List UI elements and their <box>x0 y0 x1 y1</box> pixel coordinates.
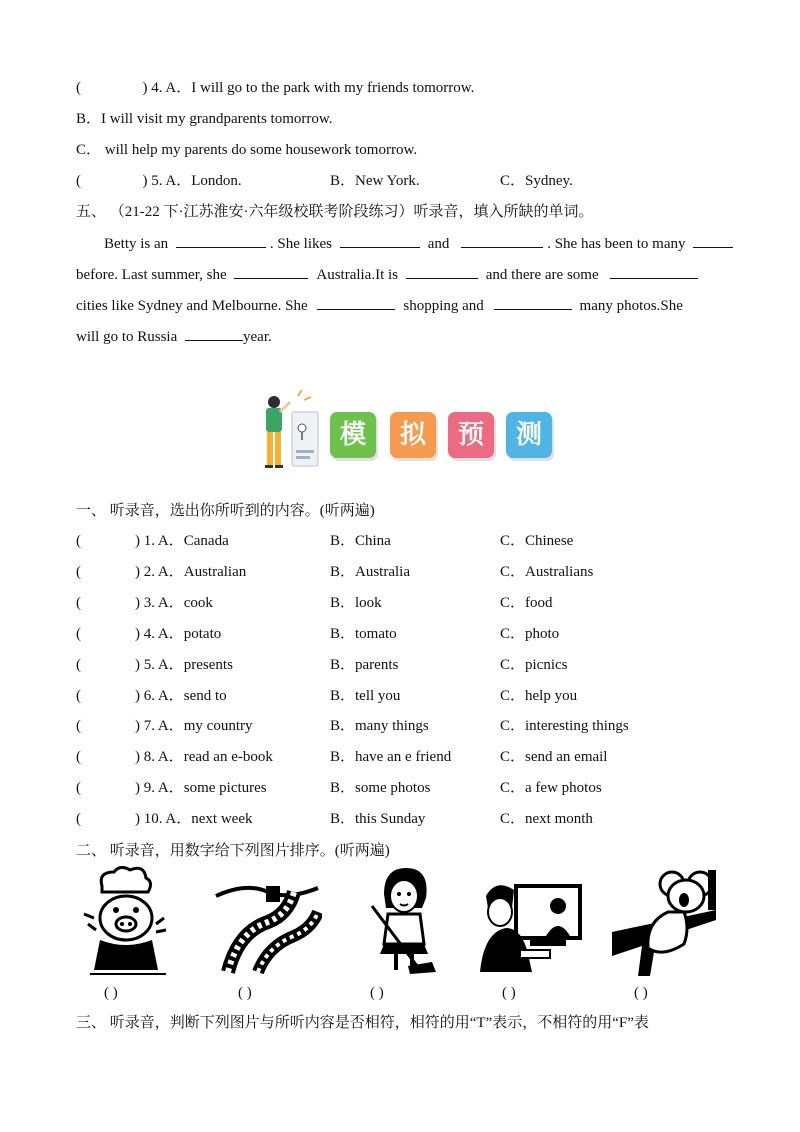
option-b: B．this Sunday <box>330 811 426 827</box>
section-heading: 三、 听录音，判断下列图片与所听内容是否相符，相符的用“T”表示，不相符的用“F”表 <box>76 1015 649 1031</box>
option-c: C．help you <box>500 688 578 704</box>
question-stem <box>76 624 221 644</box>
answer-paren: ( <box>76 657 81 673</box>
option-a: ) 5. A．presents <box>135 657 233 673</box>
option-a: ) 8. A．read an e-book <box>135 749 273 765</box>
option-a: ) 4. A．potato <box>135 626 222 642</box>
answer-blank[interactable] <box>693 233 733 248</box>
answer-blank[interactable] <box>461 233 543 248</box>
fill-paragraph-line-1: Betty is an . She likes and . She has been to many <box>104 233 733 254</box>
great-wall-picture <box>214 866 322 976</box>
answer-paren: ( <box>76 626 81 642</box>
girl-sweeping-picture <box>358 866 448 976</box>
answer-paren: ( <box>76 173 81 189</box>
section-heading: 五、 （21-22 下·江苏淮安·六年级校联考阶段练习）听录音，填入所缺的单词。 <box>76 204 594 220</box>
answer-paren: ( <box>76 533 81 549</box>
option-b: B．Australia <box>330 564 410 580</box>
video-call-picture <box>480 866 584 976</box>
option-b: B．parents <box>330 657 399 673</box>
question-text: ) 5. A．London. <box>142 173 242 189</box>
question-stem <box>76 778 267 798</box>
option-b: B．I will visit my grandparents tomorrow. <box>76 111 333 127</box>
answer-paren[interactable]: ( ) <box>370 985 384 1001</box>
banner-tile: 预 <box>448 412 494 458</box>
koala-picture <box>612 866 718 976</box>
answer-paren: ( <box>76 749 81 765</box>
option-a: ) 2. A．Australian <box>135 564 247 580</box>
answer-paren[interactable]: ( ) <box>502 985 516 1001</box>
answer-paren[interactable]: ( ) <box>104 985 118 1001</box>
answer-paren[interactable]: ( ) <box>238 985 252 1001</box>
option-b: B．China <box>330 533 391 549</box>
question-text: ) 4. A．I will go to the park with my friends tomorrow. <box>142 80 475 96</box>
option-c: C．a few photos <box>500 780 602 796</box>
option-a: ) 1. A．Canada <box>135 533 229 549</box>
option-c: C．picnics <box>500 657 568 673</box>
banner-tile: 拟 <box>390 412 436 458</box>
option-b: B．tell you <box>330 688 401 704</box>
answer-blank[interactable] <box>610 264 698 279</box>
answer-paren: ( <box>76 811 81 827</box>
option-c: C．photo <box>500 626 560 642</box>
question-stem <box>76 562 246 582</box>
option-c: C．interesting things <box>500 718 629 734</box>
option-b: B．many things <box>330 718 429 734</box>
practice-test-banner <box>256 388 556 473</box>
option-c: C． will help my parents do some housework tomorrow. <box>76 142 418 158</box>
option-b: B．look <box>330 595 382 611</box>
question-stem <box>76 747 273 767</box>
question-stem <box>76 686 227 706</box>
option-a: ) 3. A．cook <box>135 595 213 611</box>
answer-blank[interactable] <box>176 233 266 248</box>
answer-blank[interactable] <box>340 233 420 248</box>
option-c: C．Australians <box>500 564 594 580</box>
option-a: ) 10. A．next week <box>135 811 253 827</box>
answer-blank[interactable] <box>317 295 395 310</box>
answer-paren: ( <box>76 595 81 611</box>
answer-blank[interactable] <box>406 264 478 279</box>
option-a: ) 9. A．some pictures <box>135 780 267 796</box>
banner-tile: 模 <box>330 412 376 458</box>
option-c: C．Sydney. <box>500 173 573 189</box>
answer-paren: ( <box>76 564 81 580</box>
option-b: B．tomato <box>330 626 397 642</box>
teacher-podcast-illustration <box>256 388 326 473</box>
answer-paren: ( <box>76 80 81 96</box>
question-4-row <box>76 78 474 98</box>
pig-chef-picture <box>80 866 172 976</box>
question-stem <box>76 593 213 613</box>
option-c: C．food <box>500 595 553 611</box>
option-b: B．some photos <box>330 780 431 796</box>
option-b: B．New York. <box>330 173 420 189</box>
question-stem <box>76 809 252 829</box>
answer-blank[interactable] <box>234 264 308 279</box>
option-b: B．have an e friend <box>330 749 452 765</box>
answer-blank[interactable] <box>494 295 572 310</box>
fill-paragraph-line-4: will go to Russia year. <box>76 326 272 347</box>
option-c: C．next month <box>500 811 593 827</box>
option-c: C．send an email <box>500 749 608 765</box>
section-heading: 二、 听录音，用数字给下列图片排序。(听两遍) <box>76 843 390 859</box>
fill-paragraph-line-3: cities like Sydney and Melbourne. She shopping and many photos.She <box>76 295 683 316</box>
answer-paren: ( <box>76 718 81 734</box>
question-stem <box>76 716 253 736</box>
banner-tile: 测 <box>506 412 552 458</box>
fill-paragraph-line-2: before. Last summer, she Australia.It is and there are some <box>76 264 698 285</box>
option-c: C．Chinese <box>500 533 574 549</box>
section-heading: 一、 听录音，选出你所听到的内容。(听两遍) <box>76 503 375 519</box>
answer-paren: ( <box>76 688 81 704</box>
question-stem <box>76 531 229 551</box>
answer-blank[interactable] <box>185 326 243 341</box>
answer-paren: ( <box>76 780 81 796</box>
option-a: ) 6. A．send to <box>135 688 227 704</box>
answer-paren[interactable]: ( ) <box>634 985 648 1001</box>
question-5-row <box>76 171 242 191</box>
question-stem <box>76 655 233 675</box>
option-a: ) 7. A．my country <box>135 718 253 734</box>
